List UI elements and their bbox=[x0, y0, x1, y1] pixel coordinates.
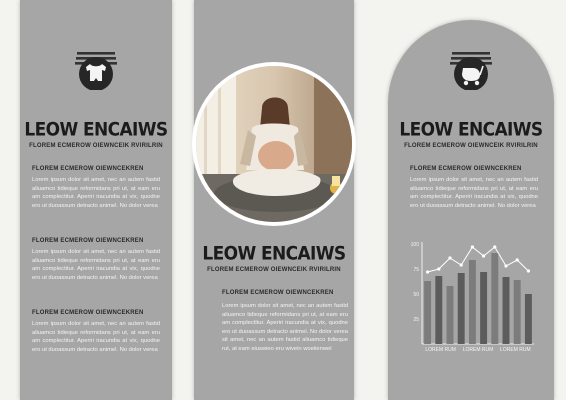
subhead: FLOREM ECMEROW OIEWNCEIK RVIRILRIN bbox=[207, 267, 341, 273]
headline: LEOW ENCAIWS bbox=[24, 119, 168, 141]
pregnant-woman-photo bbox=[196, 66, 352, 222]
y-tick-label: 25 bbox=[413, 317, 419, 323]
chart-line-series bbox=[428, 247, 529, 272]
section-title: FLOREM ECMEROW OIEWNCEKREN bbox=[410, 166, 522, 172]
chart-point bbox=[493, 245, 496, 248]
bar-line-chart bbox=[398, 236, 544, 360]
x-tick-label: LOREM RUM bbox=[425, 347, 456, 353]
body-text: Lorem ipsum dolor sit amet, nec an autem fastid aliuamco tidieque reformidans pri ut, at eam eru am complectitur. Aperiri iracundia at vix, quodne ero ut duoassum detracto animel. No dolor verea bbox=[32, 321, 160, 353]
body-text: Lorem ipsum dolor sit amet, nec an autem fastid aliuamco tidieque reformidans pri ut, at eam eru am complectitur. Aperiri iracundia at vix, quodne ero ut duoassum detracto animel. No dolor verea bbox=[410, 177, 538, 209]
headline: LEOW ENCAIWS bbox=[202, 243, 346, 265]
chart-point bbox=[437, 267, 440, 270]
panel-middle bbox=[194, 0, 354, 400]
panel-left bbox=[20, 0, 172, 400]
y-tick-label: 100 bbox=[410, 242, 419, 248]
chart-point bbox=[482, 254, 485, 257]
photo-frame bbox=[192, 62, 356, 226]
baby-stroller-icon bbox=[450, 48, 492, 95]
body-text: Lorem ipsum dolor sit amet, nec an autem fastid aliuamco tidieque reformidans pri ut, at eam eru am complectitur. Aperiri iracundia at vix, quodne ero ut duoassum detracto animel. No dolor verea bbox=[32, 177, 160, 209]
y-tick-label: 75 bbox=[413, 267, 419, 273]
chart-bar bbox=[435, 276, 442, 344]
chart-point bbox=[516, 258, 519, 261]
section-title: FLOREM ECMEROW OIEWNCEKREN bbox=[32, 238, 144, 244]
section-title: FLOREM ECMEROW OIEWNCEKREN bbox=[222, 290, 334, 296]
baby-onesie-icon bbox=[75, 48, 117, 95]
x-tick-label: LOREM RUM bbox=[462, 347, 494, 353]
chart-bar bbox=[447, 286, 454, 344]
chart-bar bbox=[469, 260, 476, 344]
chart-point bbox=[527, 269, 530, 272]
chart-point bbox=[448, 256, 451, 259]
headline: LEOW ENCAIWS bbox=[399, 119, 543, 141]
y-tick-label: 50 bbox=[413, 292, 419, 298]
chart-bar bbox=[514, 280, 521, 344]
panel-right bbox=[388, 0, 554, 400]
chart-point bbox=[426, 270, 429, 273]
subhead: FLOREM ECMEROW OIEWNCEIK RVIRILRIN bbox=[404, 143, 538, 149]
chart-point bbox=[471, 245, 474, 248]
chart-bar bbox=[525, 294, 532, 344]
section-title: FLOREM ECMEROW OIEWNCEKREN bbox=[32, 310, 144, 316]
x-tick-label: LOREM RUM bbox=[500, 347, 531, 353]
chart-point bbox=[504, 264, 507, 267]
chart-bar bbox=[491, 253, 498, 344]
chart-bar bbox=[458, 273, 465, 344]
body-text: Lorem ipsum dolor sit amet, nec an autem fastid aliuamco tidieque reformidans pri ut, at eam eru am complectitur. Aperiri iracundia at vix, quodne ero ut duoassum detracto animel. No dolor verea bbox=[32, 249, 160, 281]
section-title: FLOREM ECMEROW OIEWNCEKREN bbox=[32, 166, 144, 172]
chart-point bbox=[460, 263, 463, 266]
body-text: Lorem ipsum dolor sit amet, nec an autem fastid aliuamco tidieque reformidans pri ut, at eam eru am complectitur. Aperiri iracundia at vix, quodne ero ut duoassum detracto animel. No dolor verea sit amet, nec an autem fastid aliuamco tidieque rut, at eam eiuswieo eru wivein woeiienwel bbox=[222, 303, 348, 352]
chart-bar bbox=[424, 281, 431, 344]
chart-bar bbox=[503, 277, 510, 344]
subhead: FLOREM ECMEROW OIEWNCEIK RVIRILRIN bbox=[29, 143, 163, 149]
chart-bar bbox=[480, 272, 487, 344]
